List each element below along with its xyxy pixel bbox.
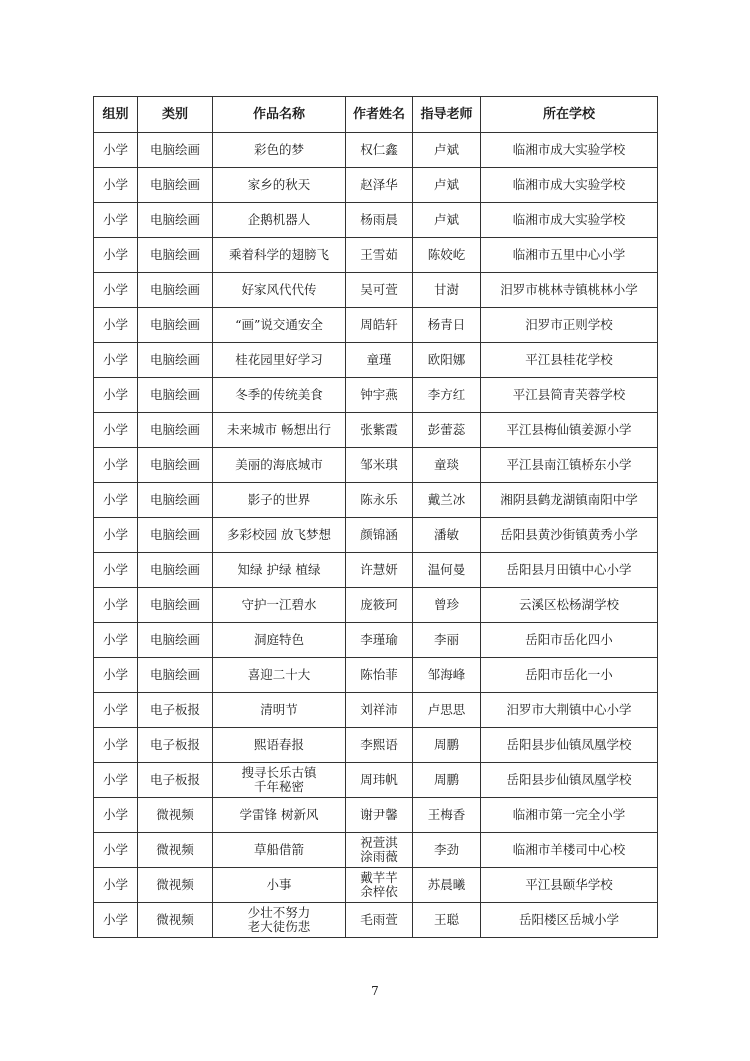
cell-work-title: 搜寻长乐古镇 千年秘密 — [213, 763, 346, 798]
cell-work-title: 守护一江碧水 — [213, 588, 346, 623]
cell-school: 湘阴县鹤龙湖镇南阳中学 — [481, 483, 658, 518]
cell-school: 汨罗市大荆镇中心小学 — [481, 693, 658, 728]
cell-school: 临湘市成大实验学校 — [481, 203, 658, 238]
cell-group: 小学 — [94, 588, 138, 623]
cell-work-title: 学雷锋 树新风 — [213, 798, 346, 833]
cell-category: 微视频 — [138, 903, 213, 938]
cell-teacher: 苏晨曦 — [413, 868, 481, 903]
cell-category: 电脑绘画 — [138, 343, 213, 378]
table-row — [94, 308, 658, 343]
cell-work-title: 熙语春报 — [213, 728, 346, 763]
cell-category: 微视频 — [138, 833, 213, 868]
cell-teacher: 卢斌 — [413, 168, 481, 203]
cell-teacher: 卢斌 — [413, 133, 481, 168]
cell-category: 电脑绘画 — [138, 553, 213, 588]
cell-author: 李瑾瑜 — [346, 623, 413, 658]
cell-author: 童瑾 — [346, 343, 413, 378]
cell-school: 汨罗市正则学校 — [481, 308, 658, 343]
cell-group: 小学 — [94, 308, 138, 343]
cell-work-title: 桂花园里好学习 — [213, 343, 346, 378]
cell-school: 岳阳县月田镇中心小学 — [481, 553, 658, 588]
cell-category: 微视频 — [138, 798, 213, 833]
cell-work-title: 小事 — [213, 868, 346, 903]
cell-school: 岳阳县黄沙街镇黄秀小学 — [481, 518, 658, 553]
cell-group: 小学 — [94, 238, 138, 273]
cell-school: 平江县颐华学校 — [481, 868, 658, 903]
cell-work-title: 彩色的梦 — [213, 133, 346, 168]
cell-work-title: 企鹅机器人 — [213, 203, 346, 238]
cell-group: 小学 — [94, 553, 138, 588]
cell-teacher: 周鹏 — [413, 763, 481, 798]
cell-work-title: 洞庭特色 — [213, 623, 346, 658]
cell-work-title: 未来城市 畅想出行 — [213, 413, 346, 448]
cell-work-title: 乘着科学的翅膀飞 — [213, 238, 346, 273]
cell-teacher: 杨青日 — [413, 308, 481, 343]
table-row — [94, 343, 658, 378]
table-row — [94, 868, 658, 903]
table-row — [94, 658, 658, 693]
cell-category: 电脑绘画 — [138, 483, 213, 518]
cell-teacher: 邹海峰 — [413, 658, 481, 693]
table-row — [94, 413, 658, 448]
cell-school: 临湘市成大实验学校 — [481, 168, 658, 203]
cell-school: 汨罗市桃林寺镇桃林小学 — [481, 273, 658, 308]
cell-work-title: 影子的世界 — [213, 483, 346, 518]
cell-work-title: 少壮不努力 老大徒伤悲 — [213, 903, 346, 938]
cell-teacher: 王聪 — [413, 903, 481, 938]
table-row — [94, 378, 658, 413]
cell-author: 周皓轩 — [346, 308, 413, 343]
cell-teacher: 戴兰冰 — [413, 483, 481, 518]
cell-work-title: 草船借箭 — [213, 833, 346, 868]
cell-teacher: 李丽 — [413, 623, 481, 658]
cell-category: 电子板报 — [138, 728, 213, 763]
cell-school: 岳阳楼区岳城小学 — [481, 903, 658, 938]
cell-author: 刘祥沛 — [346, 693, 413, 728]
cell-author: 张紫霞 — [346, 413, 413, 448]
cell-author: 庞筱珂 — [346, 588, 413, 623]
cell-author: 邹米琪 — [346, 448, 413, 483]
table-row — [94, 798, 658, 833]
cell-author: 李熙语 — [346, 728, 413, 763]
cell-category: 电脑绘画 — [138, 203, 213, 238]
table-row — [94, 763, 658, 798]
table-row — [94, 833, 658, 868]
header-category: 类别 — [138, 97, 213, 133]
cell-category: 电子板报 — [138, 693, 213, 728]
table-row — [94, 623, 658, 658]
cell-category: 电脑绘画 — [138, 238, 213, 273]
header-teacher: 指导老师 — [413, 97, 481, 133]
cell-school: 平江县梅仙镇姜源小学 — [481, 413, 658, 448]
cell-school: 临湘市羊楼司中心校 — [481, 833, 658, 868]
cell-group: 小学 — [94, 833, 138, 868]
cell-author: 王雪茹 — [346, 238, 413, 273]
table-row — [94, 238, 658, 273]
cell-author: 祝萱淇 涂雨薇 — [346, 833, 413, 868]
cell-category: 微视频 — [138, 868, 213, 903]
cell-work-title: 喜迎二十大 — [213, 658, 346, 693]
cell-group: 小学 — [94, 693, 138, 728]
cell-group: 小学 — [94, 168, 138, 203]
cell-category: 电脑绘画 — [138, 588, 213, 623]
cell-group: 小学 — [94, 133, 138, 168]
cell-group: 小学 — [94, 483, 138, 518]
cell-teacher: 童琰 — [413, 448, 481, 483]
table-row — [94, 133, 658, 168]
cell-category: 电脑绘画 — [138, 413, 213, 448]
cell-author: 毛雨萱 — [346, 903, 413, 938]
cell-teacher: 李方红 — [413, 378, 481, 413]
cell-author: 吴可萱 — [346, 273, 413, 308]
cell-group: 小学 — [94, 763, 138, 798]
table-row — [94, 588, 658, 623]
cell-teacher: 李劲 — [413, 833, 481, 868]
table-row — [94, 273, 658, 308]
table-header-row — [94, 97, 658, 133]
cell-author: 钟宇燕 — [346, 378, 413, 413]
awards-table — [93, 96, 658, 938]
cell-group: 小学 — [94, 728, 138, 763]
header-author: 作者姓名 — [346, 97, 413, 133]
cell-author: 陈永乐 — [346, 483, 413, 518]
cell-group: 小学 — [94, 623, 138, 658]
table-row — [94, 553, 658, 588]
cell-group: 小学 — [94, 868, 138, 903]
cell-category: 电脑绘画 — [138, 308, 213, 343]
table-row — [94, 693, 658, 728]
cell-author: 颜锦涵 — [346, 518, 413, 553]
table-row — [94, 483, 658, 518]
cell-group: 小学 — [94, 903, 138, 938]
cell-school: 平江县简青芙蓉学校 — [481, 378, 658, 413]
cell-school: 临湘市成大实验学校 — [481, 133, 658, 168]
cell-group: 小学 — [94, 273, 138, 308]
cell-category: 电脑绘画 — [138, 168, 213, 203]
cell-school: 岳阳县步仙镇凤凰学校 — [481, 763, 658, 798]
cell-category: 电脑绘画 — [138, 133, 213, 168]
cell-group: 小学 — [94, 658, 138, 693]
cell-teacher: 彭蕾蕊 — [413, 413, 481, 448]
cell-category: 电脑绘画 — [138, 378, 213, 413]
cell-category: 电脑绘画 — [138, 658, 213, 693]
cell-work-title: 清明节 — [213, 693, 346, 728]
cell-teacher: 周鹏 — [413, 728, 481, 763]
cell-teacher: 陈姣屹 — [413, 238, 481, 273]
cell-author: 戴芊芊 余梓依 — [346, 868, 413, 903]
table-row — [94, 168, 658, 203]
cell-work-title: 美丽的海底城市 — [213, 448, 346, 483]
table-row — [94, 448, 658, 483]
cell-author: 赵泽华 — [346, 168, 413, 203]
page-number: 7 — [371, 984, 379, 998]
cell-work-title: 好家风代代传 — [213, 273, 346, 308]
cell-teacher: 卢斌 — [413, 203, 481, 238]
cell-work-title: 知绿 护绿 植绿 — [213, 553, 346, 588]
header-group: 组别 — [94, 97, 138, 133]
cell-school: 临湘市第一完全小学 — [481, 798, 658, 833]
cell-author: 周玮帆 — [346, 763, 413, 798]
cell-author: 权仁鑫 — [346, 133, 413, 168]
cell-teacher: 欧阳娜 — [413, 343, 481, 378]
cell-school: 岳阳市岳化一小 — [481, 658, 658, 693]
cell-school: 临湘市五里中心小学 — [481, 238, 658, 273]
cell-group: 小学 — [94, 448, 138, 483]
cell-school: 云溪区松杨湖学校 — [481, 588, 658, 623]
cell-teacher: 潘敏 — [413, 518, 481, 553]
cell-teacher: 曾珍 — [413, 588, 481, 623]
cell-work-title: 多彩校园 放飞梦想 — [213, 518, 346, 553]
cell-school: 平江县桂花学校 — [481, 343, 658, 378]
cell-work-title: 冬季的传统美食 — [213, 378, 346, 413]
cell-teacher: 卢思思 — [413, 693, 481, 728]
cell-work-title: 家乡的秋天 — [213, 168, 346, 203]
table-body — [94, 133, 658, 938]
cell-group: 小学 — [94, 413, 138, 448]
cell-author: 许慧妍 — [346, 553, 413, 588]
cell-group: 小学 — [94, 518, 138, 553]
cell-school: 平江县南江镇桥东小学 — [481, 448, 658, 483]
table-row — [94, 903, 658, 938]
cell-group: 小学 — [94, 343, 138, 378]
cell-category: 电子板报 — [138, 763, 213, 798]
cell-category: 电脑绘画 — [138, 623, 213, 658]
cell-author: 陈怡菲 — [346, 658, 413, 693]
cell-work-title: “画”说交通安全 — [213, 308, 346, 343]
cell-group: 小学 — [94, 378, 138, 413]
cell-school: 岳阳市岳化四小 — [481, 623, 658, 658]
cell-author: 杨雨晨 — [346, 203, 413, 238]
cell-category: 电脑绘画 — [138, 273, 213, 308]
cell-group: 小学 — [94, 203, 138, 238]
cell-author: 谢尹馨 — [346, 798, 413, 833]
table-row — [94, 518, 658, 553]
cell-category: 电脑绘画 — [138, 518, 213, 553]
cell-teacher: 甘澍 — [413, 273, 481, 308]
cell-school: 岳阳县步仙镇凤凰学校 — [481, 728, 658, 763]
cell-teacher: 王梅香 — [413, 798, 481, 833]
table-row — [94, 203, 658, 238]
header-work-title: 作品名称 — [213, 97, 346, 133]
table-row — [94, 728, 658, 763]
header-school: 所在学校 — [481, 97, 658, 133]
cell-category: 电脑绘画 — [138, 448, 213, 483]
cell-group: 小学 — [94, 798, 138, 833]
cell-teacher: 温何曼 — [413, 553, 481, 588]
